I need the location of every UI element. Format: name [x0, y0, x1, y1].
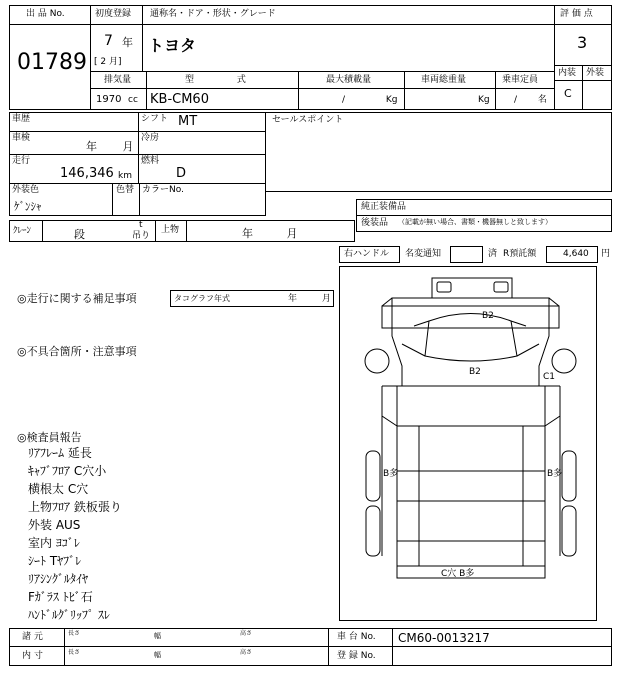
exterior-grade-cell	[582, 80, 612, 110]
color-value: ｹﾞﾝｼｬ	[14, 200, 42, 213]
deposit-mark: 済	[488, 249, 498, 259]
grade-value: 3	[577, 33, 588, 52]
mileage-label: 走行	[12, 156, 31, 166]
spec-label: 諸 元	[22, 632, 43, 642]
width-label: 幅	[154, 632, 161, 640]
color-no-label: カラーNo.	[142, 185, 184, 195]
body-label: 上物	[161, 225, 180, 235]
mark-bottom: C穴 B多	[441, 569, 475, 579]
lot-no: 01789	[17, 50, 87, 75]
first-reg-year: 7	[104, 33, 113, 49]
mileage-value: 146,346	[60, 166, 114, 181]
footer-col-divider	[64, 628, 65, 666]
crane-ton: t	[139, 220, 143, 230]
max-load-label: 最大積載量	[326, 75, 372, 85]
model-name-cell	[142, 24, 555, 72]
shift-value: MT	[178, 114, 198, 129]
deposit-unit: 円	[601, 249, 611, 259]
fuel-label: 燃料	[141, 156, 160, 166]
gross-weight: Kg	[478, 95, 490, 105]
defects-label: ◎不具合箇所・注意事項	[17, 345, 137, 358]
interior-grade: C	[564, 87, 572, 100]
chassis-label: 車 台 No.	[337, 632, 376, 642]
inspector-item: 上物ﾌﾛｱ 鉄板張り	[28, 500, 122, 514]
crane-label: ｸﾚｰﾝ	[13, 226, 32, 236]
mark-b2-cab: B2	[469, 367, 481, 377]
inspector-item: Fｶﾞﾗｽ ﾄﾋﾞ石	[28, 590, 93, 604]
name-change-label: 名変通知	[405, 249, 442, 259]
width-label: 幅	[154, 651, 161, 659]
grade-label: 評 価 点	[560, 9, 593, 19]
interior-label: 内装	[558, 68, 577, 78]
steering: 右ハンドル	[344, 249, 390, 259]
model-code-label: 型 式	[185, 75, 246, 85]
gross-weight-label: 車両総重量	[421, 75, 467, 85]
footer-row-divider	[9, 646, 612, 647]
inspector-item: 横根太 C穴	[28, 482, 89, 496]
first-reg-year-unit: 年	[122, 36, 133, 49]
inspector-item: ｷｬﾌﾞﾌﾛｱ C穴小	[28, 464, 107, 478]
footer-table	[9, 628, 612, 666]
shift-label: シフト	[141, 114, 169, 124]
deposit-label: R預託額	[503, 249, 537, 259]
crane-hook: 吊り	[132, 231, 151, 241]
sales-point-label: セールスポイント	[272, 115, 344, 125]
inspection-label: 車検	[12, 133, 31, 143]
inspector-item: ﾘｱﾌﾚｰﾑ 延長	[28, 446, 92, 460]
exterior-label: 外装	[586, 68, 605, 78]
color-label: 外装色	[12, 185, 40, 195]
body-value: 年 月	[242, 227, 298, 240]
inspector-item: 室内 ﾖｺﾞﾚ	[28, 536, 80, 550]
factory-equipment-label: 純正装備品	[361, 202, 407, 212]
crane-stage: 段	[74, 228, 85, 241]
history-label: 車歴	[12, 114, 31, 124]
height-label: 高さ	[240, 630, 253, 637]
length-label: 長さ	[68, 649, 81, 656]
truck-diagram	[339, 266, 597, 621]
inspector-item: 外装 AUS	[28, 518, 81, 532]
tachograph-label: タコグラフ年式	[174, 294, 230, 303]
mark-b-right: B多	[547, 469, 563, 479]
first-reg-label: 初度登録	[95, 9, 132, 19]
mark-b-left: B多	[383, 469, 399, 479]
mark-b2-top: B2	[482, 311, 494, 321]
size-label: 内 寸	[22, 651, 43, 661]
inspector-label: ◎検査員報告	[17, 431, 82, 444]
displacement-label: 排気量	[104, 75, 132, 85]
model-code: KB-CM60	[150, 92, 209, 107]
inspection-value: 年 月	[86, 140, 134, 153]
footer-col-divider	[392, 628, 393, 666]
model-name: トヨタ	[148, 36, 197, 55]
ac-label: 冷房	[141, 133, 160, 143]
deposit-value: 4,640	[563, 249, 589, 259]
aftermarket-note: （記載が無い場合、書類・機器無しと致します）	[398, 218, 552, 226]
model-name-label: 通称名・ドア・形状・グレード	[150, 9, 276, 19]
fuel-value: D	[176, 166, 187, 181]
height-label: 高さ	[240, 649, 253, 656]
displacement-unit: cc	[128, 95, 138, 105]
name-change-box	[450, 246, 483, 263]
inspector-item: ｼｰﾄ Tﾔﾌﾞﾚ	[28, 554, 82, 568]
lot-no-label: 出 品 No.	[26, 9, 65, 19]
inspector-item: ﾊﾝﾄﾞﾙｸﾞﾘｯﾌﾟ ｽﾚ	[28, 608, 110, 622]
aftermarket-label: 後装品	[361, 218, 389, 228]
reg-label: 登 録 No.	[337, 651, 376, 661]
color-change-label: 色替	[116, 185, 135, 195]
capacity: / 名	[514, 95, 547, 105]
capacity-label: 乗車定員	[502, 75, 539, 85]
mark-c1: C1	[543, 372, 556, 382]
first-reg-month: [ 2 月]	[94, 57, 122, 67]
chassis-no: CM60-0013217	[398, 631, 490, 645]
tachograph-value: 年 月	[288, 294, 331, 304]
max-load: / Kg	[342, 95, 398, 105]
length-label: 長さ	[68, 630, 81, 637]
driving-notes-label: ◎走行に関する補足事項	[17, 292, 137, 305]
inspector-item: ﾘｱｼﾝｸﾞﾙﾀｲﾔ	[28, 572, 89, 586]
mileage-unit: km	[118, 171, 132, 181]
displacement: 1970	[96, 94, 122, 105]
footer-col-divider	[328, 628, 329, 666]
